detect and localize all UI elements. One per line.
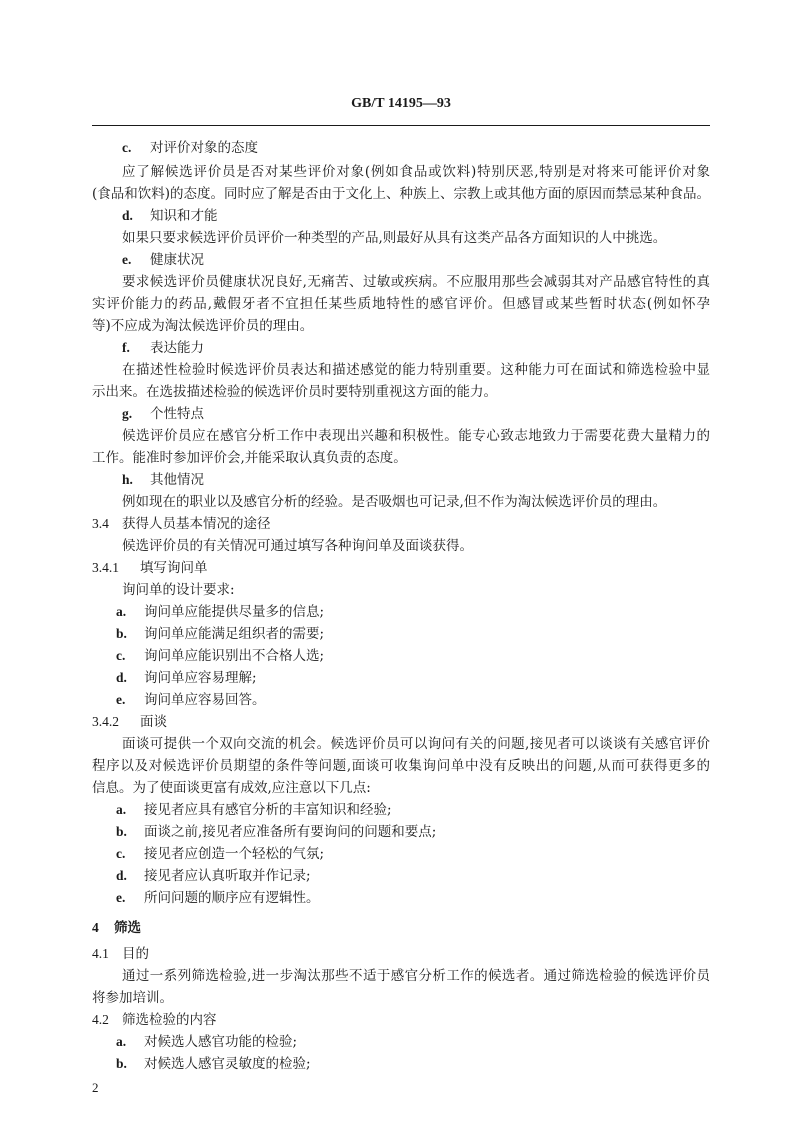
item-f-heading: [122, 338, 204, 358]
section-3-4-2-line-1: 面谈可提供一个双向交流的机会。候选评价员可以询问有关的问题,接见者可以谈谈有关感官评价: [122, 736, 710, 752]
list-item-text: 接见者应创造一个轻松的气氛;: [144, 846, 325, 862]
list-item-label: d.: [116, 868, 127, 883]
section-3-4-title: 获得人员基本情况的途径: [122, 516, 271, 532]
section-3-4-heading: [92, 514, 271, 534]
item-d-heading: [122, 206, 218, 226]
item-e-line-1: 要求候选评价员健康状况良好,无痛苦、过敏或疾病。不应服用那些会减弱其对产品感官特性的真: [122, 274, 710, 290]
list-item-label: b.: [116, 626, 127, 641]
item-d-title: 知识和才能: [150, 208, 218, 224]
list-item: [116, 800, 392, 820]
list-item: [116, 1054, 311, 1074]
section-3-4-1-title: 填写询问单: [140, 560, 208, 576]
chapter-4-number: 4: [92, 920, 99, 935]
item-h-heading: [122, 470, 204, 490]
section-4-1-heading: [92, 944, 149, 964]
item-e-title: 健康状况: [150, 252, 204, 268]
section-4-1-line-2: 将参加培训。: [92, 990, 173, 1006]
item-d-line-1: 如果只要求候选评价员评价一种类型的产品,则最好从具有这类产品各方面知识的人中挑选。: [122, 230, 667, 246]
list-item-label: e.: [116, 692, 126, 707]
list-item-text: 询问单应容易回答。: [144, 692, 266, 708]
section-4-1-number: 4.1: [92, 946, 109, 961]
list-item: [116, 844, 324, 864]
list-item-text: 接见者应认真听取并作记录;: [144, 868, 311, 884]
list-item: [116, 624, 324, 644]
section-3-4-2-title: 面谈: [140, 714, 167, 730]
list-item: [116, 602, 324, 622]
list-item: [116, 888, 320, 908]
section-4-2-title: 筛选检验的内容: [122, 1012, 217, 1028]
list-item-label: a.: [116, 1034, 127, 1049]
list-item-label: a.: [116, 604, 127, 619]
item-h-line-1: 例如现在的职业以及感官分析的经验。是否吸烟也可记录,但不作为淘汰候选评价员的理由。: [122, 494, 667, 510]
list-item-text: 询问单应容易理解;: [144, 670, 257, 686]
list-item: [116, 822, 436, 842]
list-item-text: 所问问题的顺序应有逻辑性。: [144, 890, 320, 906]
list-item-text: 接见者应具有感官分析的丰富知识和经验;: [144, 802, 392, 818]
section-3-4-number: 3.4: [92, 516, 109, 531]
item-h-label: h.: [122, 472, 133, 487]
list-item-text: 对候选人感官灵敏度的检验;: [144, 1056, 311, 1072]
list-item-label: c.: [116, 846, 126, 861]
item-h-title: 其他情况: [150, 472, 204, 488]
section-4-2-number: 4.2: [92, 1012, 109, 1027]
list-item-text: 询问单应能识别出不合格人选;: [144, 648, 325, 664]
list-item: [116, 1032, 297, 1052]
item-f-line-1: 在描述性检验时候选评价员表达和描述感觉的能力特别重要。这种能力可在面试和筛选检验中显: [122, 362, 710, 378]
item-e-heading: [122, 250, 204, 270]
item-g-line-1: 候选评价员应在感官分析工作中表现出兴趣和积极性。能专心致志地致力于需要花费大量精力的: [122, 428, 710, 444]
section-4-1-line-1: 通过一系列筛选检验,进一步淘汰那些不适于感官分析工作的候选者。通过筛选检验的候选评价员: [122, 968, 710, 984]
chapter-4-title: 筛选: [114, 920, 141, 936]
list-item-label: b.: [116, 824, 127, 839]
chapter-4-heading: [92, 918, 141, 938]
item-c-line-2: (食品和饮料)的态度。同时应了解是否由于文化上、种族上、宗教上或其他方面的原因而禁忌某种食品。: [92, 186, 711, 202]
section-3-4-1-number: 3.4.1: [92, 560, 119, 575]
page-number: 2: [92, 1080, 99, 1095]
item-c-heading: [122, 138, 258, 158]
section-3-4-2-line-2: 程序以及对候选评价员期望的条件等问题,面谈可收集询问单中没有反映出的问题,从而可获得更多的: [92, 758, 710, 774]
list-item: [116, 690, 266, 710]
list-item-text: 面谈之前,接见者应准备所有要询问的问题和要点;: [144, 824, 437, 840]
list-item-label: c.: [116, 648, 126, 663]
item-e-line-2: 实评价能力的药品,戴假牙者不宜担任某些质地特性的感官评价。但感冒或某些暂时状态(例如怀孕: [92, 296, 710, 312]
section-4-2-heading: [92, 1010, 217, 1030]
item-e-line-3: 等)不应成为淘汰候选评价员的理由。: [92, 318, 314, 334]
list-item-label: b.: [116, 1056, 127, 1071]
list-item-label: e.: [116, 890, 126, 905]
list-item-text: 询问单应能提供尽量多的信息;: [144, 604, 325, 620]
section-3-4-line-1: 候选评价员的有关情况可通过填写各种询问单及面谈获得。: [122, 538, 473, 554]
item-g-title: 个性特点: [150, 406, 204, 422]
section-3-4-2-number: 3.4.2: [92, 714, 119, 729]
item-f-label: f.: [122, 340, 130, 355]
item-c-line-1: 应了解候选评价员是否对某些评价对象(例如食品或饮料)特别厌恶,特别是对将来可能评价对象: [122, 164, 710, 180]
list-item-text: 对候选人感官功能的检验;: [144, 1034, 298, 1050]
item-g-heading: [122, 404, 204, 424]
item-f-line-2: 示出来。在选拔描述检验的候选评价员时要特别重视这方面的能力。: [92, 384, 497, 400]
item-g-label: g.: [122, 406, 133, 421]
item-c-label: c.: [122, 140, 132, 155]
section-3-4-2-line-3: 信息。为了使面谈更富有成效,应注意以下几点:: [92, 780, 371, 796]
list-item-text: 询问单应能满足组织者的需要;: [144, 626, 325, 642]
item-f-title: 表达能力: [150, 340, 204, 356]
list-item-label: a.: [116, 802, 127, 817]
item-g-line-2: 工作。能准时参加评价会,并能采取认真负责的态度。: [92, 450, 407, 466]
item-c-title: 对评价对象的态度: [150, 140, 258, 156]
header-rule: [92, 125, 710, 126]
section-3-4-1-heading: [92, 558, 208, 578]
item-d-label: d.: [122, 208, 133, 223]
list-item: [116, 646, 324, 666]
section-3-4-2-heading: [92, 712, 167, 732]
list-item-label: d.: [116, 670, 127, 685]
section-3-4-1-intro: 询问单的设计要求:: [122, 582, 235, 598]
item-e-label: e.: [122, 252, 132, 267]
page-header-standard-number: GB/T 14195—93: [351, 96, 451, 111]
list-item: [116, 866, 311, 886]
list-item: [116, 668, 257, 688]
section-4-1-title: 目的: [122, 946, 149, 962]
